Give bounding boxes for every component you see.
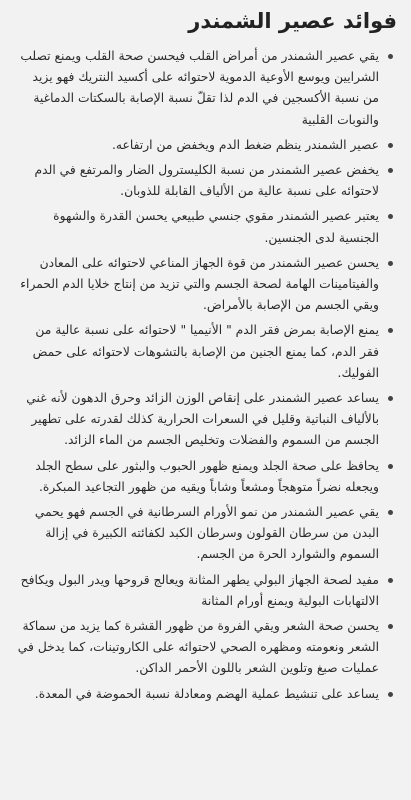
- benefits-list: [14, 46, 397, 705]
- list-item: يساعد عصير الشمندر على إنقاص الوزن الزائد وحرق الدهون لأنه غني بالألياف النباتية وقليل في السعرات الحرارية كذلك لقدرته على تطهير الجسم من السموم والفضلات وتخليص الجسم من الماء الزائد.: [14, 388, 379, 452]
- list-item: يساعد على تنشيط عملية الهضم ومعادلة نسبة الحموضة في المعدة.: [14, 684, 379, 705]
- page-title: فوائد عصير الشمندر: [188, 9, 397, 33]
- list-item: يقي عصير الشمندر من نمو الأورام السرطانية في الجسم فهو يحمي البدن من سرطان القولون وسرطان الكبد لكفائته الكبيرة في إزالة السموم والشوارد الحرة من الجسم.: [14, 502, 379, 566]
- list-item: يحافظ على صحة الجلد ويمنع ظهور الحبوب والبثور على سطح الجلد ويجعله نضراً متوهجاً ومشعاً وشاباً ويقيه من ظهور التجاعيد المبكرة.: [14, 456, 379, 498]
- list-item: يعتبر عصير الشمندر مقوي جنسي طبيعي يحسن القدرة والشهوة الجنسية لدى الجنسين.: [14, 206, 379, 248]
- list-item: يقي عصير الشمندر من أمراض القلب فيحسن صحة القلب ويمنع تصلب الشرايين ويوسع الأوعية الدموية لاحتوائه على أكسيد النتريك فهو يزيد من نسبة الأكسجين في الدم لذا تقلّ نسبة الإصابة بالسكتات الدماغية والنوبات القلبية: [14, 46, 379, 131]
- list-item: يحسن عصير الشمندر من قوة الجهاز المناعي لاحتوائه على المعادن والفيتامينات الهامة لصحة الجسم والتي تزيد من إنتاج خلايا الدم الحمراء ويقي الجسم من الإصابة بالأمراض.: [14, 253, 379, 317]
- list-item: عصير الشمندر ينظم ضغط الدم ويخفض من ارتفاعه.: [14, 135, 379, 156]
- list-item: يمنع الإصابة بمرض فقر الدم " الأنيميا " لاحتوائه على نسبة عالية من فقر الدم، كما يمنع الجنين من الإصابة بالتشوهات لاحتوائه على حمض الفوليك.: [14, 320, 379, 384]
- list-item: يخفض عصير الشمندر من نسبة الكليسترول الضار والمرتفع في الدم لاحتوائه على نسبة عالية من الألياف القابلة للذوبان.: [14, 160, 379, 202]
- list-item: يحسن صحة الشعر ويقي الفروة من ظهور القشرة كما يزيد من سماكة الشعر ونعومته ومظهره الصحي لاحتوائه على الكاروتينات، كما يدخل في عمليات صبغ وتلوين الشعر باللون الأحمر الداكن.: [14, 616, 379, 680]
- list-item: مفيد لصحة الجهاز البولي يطهر المثانة ويعالج قروحها ويدر البول ويكافح الالتهابات البولية ويمنع أورام المثانة: [14, 570, 379, 612]
